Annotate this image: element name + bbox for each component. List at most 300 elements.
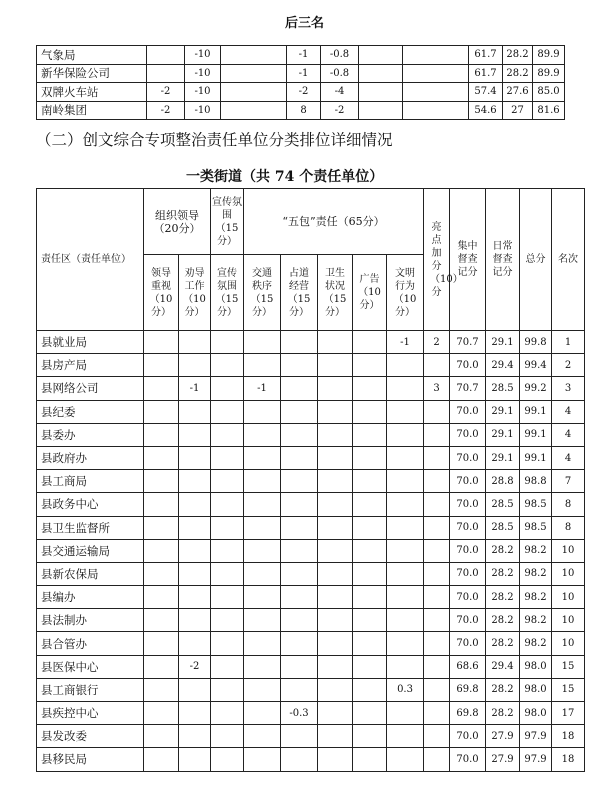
header-highlight-bonus: 亮点加分（10）分 bbox=[424, 189, 450, 331]
header-total: 总分 bbox=[520, 189, 552, 331]
score-cell: 27 bbox=[503, 101, 533, 120]
header-publicity-sub: 宣传氛围（15分） bbox=[211, 255, 244, 331]
score-cell bbox=[281, 655, 318, 678]
score-cell: -1 bbox=[287, 46, 321, 65]
score-cell: 98.5 bbox=[520, 493, 552, 516]
header-persuasion-work: 劝导工作（10分） bbox=[179, 255, 211, 331]
score-cell bbox=[144, 470, 179, 493]
score-cell: 54.6 bbox=[469, 101, 503, 120]
score-cell: 70.0 bbox=[450, 400, 486, 423]
score-cell: 70.0 bbox=[450, 446, 486, 469]
score-cell: 28.2 bbox=[486, 539, 520, 562]
score-cell bbox=[144, 446, 179, 469]
score-cell bbox=[211, 678, 244, 701]
score-cell bbox=[424, 493, 450, 516]
score-cell: 3 bbox=[552, 377, 585, 400]
unit-name-cell: 县房产局 bbox=[37, 354, 144, 377]
score-cell bbox=[424, 748, 450, 771]
score-cell bbox=[211, 446, 244, 469]
score-cell: 28.2 bbox=[503, 64, 533, 83]
score-cell bbox=[424, 725, 450, 748]
score-cell bbox=[211, 655, 244, 678]
score-cell: 28.2 bbox=[503, 46, 533, 65]
score-cell bbox=[221, 83, 287, 102]
score-cell: 89.9 bbox=[533, 64, 565, 83]
score-cell bbox=[353, 748, 387, 771]
unit-name-cell: 县编办 bbox=[37, 586, 144, 609]
score-cell bbox=[281, 678, 318, 701]
score-cell bbox=[179, 632, 211, 655]
table-row bbox=[37, 493, 585, 516]
bottom-three-table bbox=[36, 45, 565, 120]
score-cell bbox=[144, 632, 179, 655]
score-cell bbox=[281, 725, 318, 748]
table-row bbox=[37, 331, 585, 354]
score-cell bbox=[144, 609, 179, 632]
unit-name-cell: 县法制办 bbox=[37, 609, 144, 632]
unit-name-cell: 县就业局 bbox=[37, 331, 144, 354]
score-cell: 98.2 bbox=[520, 586, 552, 609]
score-cell bbox=[387, 562, 424, 585]
score-cell bbox=[179, 400, 211, 423]
score-cell bbox=[387, 493, 424, 516]
score-cell bbox=[281, 377, 318, 400]
header-rank: 名次 bbox=[552, 189, 585, 331]
unit-name-cell: 县纪委 bbox=[37, 400, 144, 423]
table-row bbox=[37, 101, 565, 120]
score-cell: 70.0 bbox=[450, 539, 486, 562]
score-cell bbox=[424, 470, 450, 493]
score-cell bbox=[179, 516, 211, 539]
score-cell bbox=[318, 748, 353, 771]
score-cell bbox=[281, 423, 318, 446]
score-cell: -1 bbox=[287, 64, 321, 83]
header-sanitation: 卫生状况（15分） bbox=[318, 255, 353, 331]
unit-name-cell: 县医保中心 bbox=[37, 655, 144, 678]
score-cell: 70.0 bbox=[450, 632, 486, 655]
score-cell bbox=[244, 423, 281, 446]
score-cell bbox=[244, 678, 281, 701]
score-cell bbox=[179, 354, 211, 377]
score-cell bbox=[281, 562, 318, 585]
score-cell bbox=[424, 632, 450, 655]
score-cell: 10 bbox=[552, 586, 585, 609]
score-cell bbox=[244, 609, 281, 632]
score-cell bbox=[244, 586, 281, 609]
header-civilized-behavior: 文明行为（10分） bbox=[387, 255, 424, 331]
score-cell: 29.1 bbox=[486, 446, 520, 469]
score-cell bbox=[221, 101, 287, 120]
score-cell bbox=[403, 64, 469, 83]
score-cell bbox=[318, 331, 353, 354]
score-cell: 1 bbox=[552, 331, 585, 354]
score-cell: 10 bbox=[552, 539, 585, 562]
score-cell bbox=[353, 377, 387, 400]
score-cell: 70.0 bbox=[450, 516, 486, 539]
score-cell: 98.2 bbox=[520, 539, 552, 562]
table-row bbox=[37, 586, 585, 609]
score-cell bbox=[244, 632, 281, 655]
score-cell bbox=[144, 655, 179, 678]
unit-name-cell: 县移民局 bbox=[37, 748, 144, 771]
score-cell: 18 bbox=[552, 725, 585, 748]
score-cell bbox=[318, 678, 353, 701]
score-cell bbox=[147, 64, 185, 83]
score-cell bbox=[359, 83, 403, 102]
score-cell bbox=[318, 400, 353, 423]
score-cell: 29.1 bbox=[486, 423, 520, 446]
score-cell: -2 bbox=[179, 655, 211, 678]
score-cell bbox=[211, 702, 244, 725]
table-row bbox=[37, 64, 565, 83]
score-cell bbox=[353, 562, 387, 585]
table-row bbox=[37, 748, 585, 771]
score-cell bbox=[387, 748, 424, 771]
score-cell bbox=[211, 562, 244, 585]
score-cell bbox=[281, 516, 318, 539]
score-cell bbox=[179, 586, 211, 609]
score-cell bbox=[424, 516, 450, 539]
score-cell bbox=[144, 493, 179, 516]
unit-name-cell: 双牌火车站 bbox=[37, 83, 147, 102]
score-cell: 28.2 bbox=[486, 678, 520, 701]
score-cell bbox=[424, 678, 450, 701]
score-cell: -4 bbox=[321, 83, 359, 102]
score-cell: 61.7 bbox=[469, 46, 503, 65]
score-cell: 97.9 bbox=[520, 725, 552, 748]
score-cell bbox=[318, 655, 353, 678]
header-traffic-order: 交通秩序（15分） bbox=[244, 255, 281, 331]
score-cell bbox=[424, 446, 450, 469]
score-cell bbox=[318, 493, 353, 516]
score-cell bbox=[353, 678, 387, 701]
score-cell bbox=[211, 539, 244, 562]
table-row bbox=[37, 83, 565, 102]
score-cell bbox=[244, 539, 281, 562]
score-cell bbox=[353, 446, 387, 469]
score-cell bbox=[387, 539, 424, 562]
score-cell: -10 bbox=[185, 101, 221, 120]
table-row bbox=[37, 562, 585, 585]
score-cell bbox=[221, 46, 287, 65]
top-table-caption: 后三名 bbox=[285, 16, 325, 31]
score-cell bbox=[318, 539, 353, 562]
score-cell bbox=[353, 632, 387, 655]
header-publicity: 宣传氛围（15分） bbox=[211, 189, 244, 255]
score-cell bbox=[179, 748, 211, 771]
score-cell: 29.1 bbox=[486, 331, 520, 354]
score-cell: 8 bbox=[552, 516, 585, 539]
score-cell bbox=[144, 539, 179, 562]
table-row bbox=[37, 470, 585, 493]
unit-name-cell: 县工商局 bbox=[37, 470, 144, 493]
score-cell bbox=[424, 539, 450, 562]
score-cell bbox=[353, 423, 387, 446]
score-cell bbox=[211, 331, 244, 354]
score-cell: -0.8 bbox=[321, 46, 359, 65]
score-cell bbox=[318, 702, 353, 725]
score-cell: 28.2 bbox=[486, 609, 520, 632]
score-cell bbox=[144, 377, 179, 400]
score-cell: 99.1 bbox=[520, 446, 552, 469]
score-cell bbox=[211, 632, 244, 655]
score-cell: 98.2 bbox=[520, 632, 552, 655]
score-cell: 8 bbox=[287, 101, 321, 120]
score-cell: 4 bbox=[552, 446, 585, 469]
score-cell: 28.5 bbox=[486, 493, 520, 516]
score-cell bbox=[387, 423, 424, 446]
score-cell bbox=[403, 46, 469, 65]
score-cell bbox=[281, 609, 318, 632]
score-cell: 70.0 bbox=[450, 609, 486, 632]
score-cell bbox=[179, 423, 211, 446]
score-cell: 98.2 bbox=[520, 609, 552, 632]
score-cell: 28.8 bbox=[486, 470, 520, 493]
score-cell bbox=[353, 702, 387, 725]
score-cell bbox=[281, 354, 318, 377]
score-cell bbox=[387, 470, 424, 493]
score-cell bbox=[387, 609, 424, 632]
score-cell bbox=[211, 516, 244, 539]
score-cell: -2 bbox=[147, 83, 185, 102]
table-row bbox=[37, 400, 585, 423]
score-cell bbox=[353, 400, 387, 423]
score-cell bbox=[211, 493, 244, 516]
unit-name-cell: 县政务中心 bbox=[37, 493, 144, 516]
score-cell: 98.0 bbox=[520, 655, 552, 678]
score-cell bbox=[318, 516, 353, 539]
score-cell: 68.6 bbox=[450, 655, 486, 678]
score-cell bbox=[424, 609, 450, 632]
score-cell bbox=[424, 562, 450, 585]
score-cell: 61.7 bbox=[469, 64, 503, 83]
score-cell bbox=[211, 470, 244, 493]
score-cell: -0.8 bbox=[321, 64, 359, 83]
score-cell bbox=[424, 423, 450, 446]
unit-name-cell: 县合管办 bbox=[37, 632, 144, 655]
score-cell bbox=[281, 446, 318, 469]
score-cell: 98.0 bbox=[520, 678, 552, 701]
score-cell bbox=[244, 748, 281, 771]
score-cell: 70.0 bbox=[450, 493, 486, 516]
table-row bbox=[37, 377, 585, 400]
unit-name-cell: 县新农保局 bbox=[37, 562, 144, 585]
score-cell bbox=[144, 516, 179, 539]
score-cell: 4 bbox=[552, 423, 585, 446]
score-cell bbox=[387, 446, 424, 469]
score-cell: 29.4 bbox=[486, 655, 520, 678]
score-cell: -10 bbox=[185, 46, 221, 65]
score-cell bbox=[353, 516, 387, 539]
street-category-table bbox=[36, 188, 585, 772]
score-cell bbox=[424, 655, 450, 678]
score-cell bbox=[244, 702, 281, 725]
score-cell bbox=[281, 748, 318, 771]
table-row bbox=[37, 516, 585, 539]
score-cell bbox=[144, 725, 179, 748]
score-cell bbox=[318, 586, 353, 609]
score-cell: 27.9 bbox=[486, 725, 520, 748]
score-cell bbox=[244, 655, 281, 678]
score-cell bbox=[424, 354, 450, 377]
header-street-vending: 占道经营（15分） bbox=[281, 255, 318, 331]
header-daily-inspection: 日常督查记分 bbox=[486, 189, 520, 331]
score-cell: 15 bbox=[552, 655, 585, 678]
header-unit: 责任区（责任单位） bbox=[37, 189, 144, 331]
table-title: 一类街道（共 74 个责任单位） bbox=[186, 169, 384, 185]
score-cell bbox=[387, 516, 424, 539]
score-cell bbox=[387, 400, 424, 423]
score-cell bbox=[318, 725, 353, 748]
score-cell: -2 bbox=[147, 101, 185, 120]
score-cell bbox=[244, 354, 281, 377]
score-cell bbox=[281, 632, 318, 655]
score-cell bbox=[403, 101, 469, 120]
score-cell bbox=[221, 64, 287, 83]
score-cell: -2 bbox=[321, 101, 359, 120]
table-row bbox=[37, 678, 585, 701]
score-cell bbox=[144, 748, 179, 771]
score-cell: -1 bbox=[387, 331, 424, 354]
score-cell: 57.4 bbox=[469, 83, 503, 102]
score-cell bbox=[147, 46, 185, 65]
header-five-responsibility: “五包”责任（65分） bbox=[244, 189, 424, 255]
unit-name-cell: 气象局 bbox=[37, 46, 147, 65]
score-cell bbox=[144, 702, 179, 725]
score-cell: 99.8 bbox=[520, 331, 552, 354]
unit-name-cell: 县委办 bbox=[37, 423, 144, 446]
score-cell: 69.8 bbox=[450, 678, 486, 701]
score-cell bbox=[179, 725, 211, 748]
score-cell bbox=[179, 609, 211, 632]
score-cell: 70.0 bbox=[450, 423, 486, 446]
score-cell bbox=[281, 331, 318, 354]
unit-name-cell: 县网络公司 bbox=[37, 377, 144, 400]
score-cell: 27.9 bbox=[486, 748, 520, 771]
score-cell: 70.7 bbox=[450, 377, 486, 400]
score-cell bbox=[359, 101, 403, 120]
score-cell bbox=[244, 400, 281, 423]
score-cell: -2 bbox=[287, 83, 321, 102]
score-cell bbox=[244, 562, 281, 585]
score-cell: 7 bbox=[552, 470, 585, 493]
score-cell bbox=[211, 400, 244, 423]
score-cell bbox=[144, 586, 179, 609]
score-cell bbox=[179, 562, 211, 585]
score-cell bbox=[244, 516, 281, 539]
score-cell bbox=[353, 609, 387, 632]
score-cell: 28.5 bbox=[486, 516, 520, 539]
score-cell: 4 bbox=[552, 400, 585, 423]
score-cell: 29.1 bbox=[486, 400, 520, 423]
score-cell bbox=[318, 446, 353, 469]
table-row bbox=[37, 655, 585, 678]
header-org-leadership: 组织领导（20分） bbox=[144, 189, 211, 255]
header-leader-attention: 领导重视（10分） bbox=[144, 255, 179, 331]
score-cell bbox=[179, 331, 211, 354]
score-cell bbox=[179, 539, 211, 562]
score-cell bbox=[211, 423, 244, 446]
score-cell: 70.0 bbox=[450, 470, 486, 493]
score-cell bbox=[244, 331, 281, 354]
unit-name-cell: 县疾控中心 bbox=[37, 702, 144, 725]
score-cell: -1 bbox=[179, 377, 211, 400]
score-cell bbox=[144, 562, 179, 585]
score-cell: 98.0 bbox=[520, 702, 552, 725]
score-cell bbox=[318, 609, 353, 632]
table-row bbox=[37, 539, 585, 562]
score-cell bbox=[211, 609, 244, 632]
score-cell: 99.1 bbox=[520, 423, 552, 446]
score-cell bbox=[424, 586, 450, 609]
unit-name-cell: 新华保险公司 bbox=[37, 64, 147, 83]
score-cell bbox=[244, 493, 281, 516]
score-cell bbox=[387, 377, 424, 400]
score-cell bbox=[179, 702, 211, 725]
score-cell: 2 bbox=[552, 354, 585, 377]
score-cell bbox=[318, 377, 353, 400]
score-cell: 99.2 bbox=[520, 377, 552, 400]
score-cell bbox=[211, 725, 244, 748]
table-row bbox=[37, 702, 585, 725]
score-cell bbox=[318, 423, 353, 446]
score-cell bbox=[318, 632, 353, 655]
score-cell bbox=[144, 331, 179, 354]
score-cell: 81.6 bbox=[533, 101, 565, 120]
score-cell bbox=[211, 354, 244, 377]
score-cell bbox=[144, 678, 179, 701]
score-cell bbox=[179, 446, 211, 469]
score-cell: 70.0 bbox=[450, 562, 486, 585]
score-cell bbox=[318, 354, 353, 377]
score-cell: 70.0 bbox=[450, 586, 486, 609]
header-advertising: 广告（10分） bbox=[353, 255, 387, 331]
score-cell: 85.0 bbox=[533, 83, 565, 102]
unit-name-cell: 县发改委 bbox=[37, 725, 144, 748]
table-row bbox=[37, 632, 585, 655]
score-cell bbox=[281, 586, 318, 609]
score-cell bbox=[211, 377, 244, 400]
score-cell: 29.4 bbox=[486, 354, 520, 377]
score-cell bbox=[424, 400, 450, 423]
score-cell bbox=[424, 702, 450, 725]
score-cell bbox=[353, 493, 387, 516]
score-cell: 28.2 bbox=[486, 586, 520, 609]
score-cell bbox=[318, 562, 353, 585]
score-cell bbox=[244, 470, 281, 493]
score-cell: 28.2 bbox=[486, 702, 520, 725]
score-cell: 97.9 bbox=[520, 748, 552, 771]
table-row bbox=[37, 46, 565, 65]
score-cell: 10 bbox=[552, 632, 585, 655]
score-cell: -0.3 bbox=[281, 702, 318, 725]
score-cell: 27.6 bbox=[503, 83, 533, 102]
score-cell bbox=[353, 354, 387, 377]
table-row bbox=[37, 609, 585, 632]
score-cell: 98.8 bbox=[520, 470, 552, 493]
score-cell bbox=[244, 446, 281, 469]
score-cell bbox=[179, 470, 211, 493]
score-cell: 10 bbox=[552, 609, 585, 632]
score-cell: 69.8 bbox=[450, 702, 486, 725]
score-cell: 28.5 bbox=[486, 377, 520, 400]
table-row bbox=[37, 725, 585, 748]
unit-name-cell: 县卫生监督所 bbox=[37, 516, 144, 539]
score-cell: 28.2 bbox=[486, 632, 520, 655]
score-cell bbox=[144, 354, 179, 377]
score-cell bbox=[353, 470, 387, 493]
score-cell: 17 bbox=[552, 702, 585, 725]
